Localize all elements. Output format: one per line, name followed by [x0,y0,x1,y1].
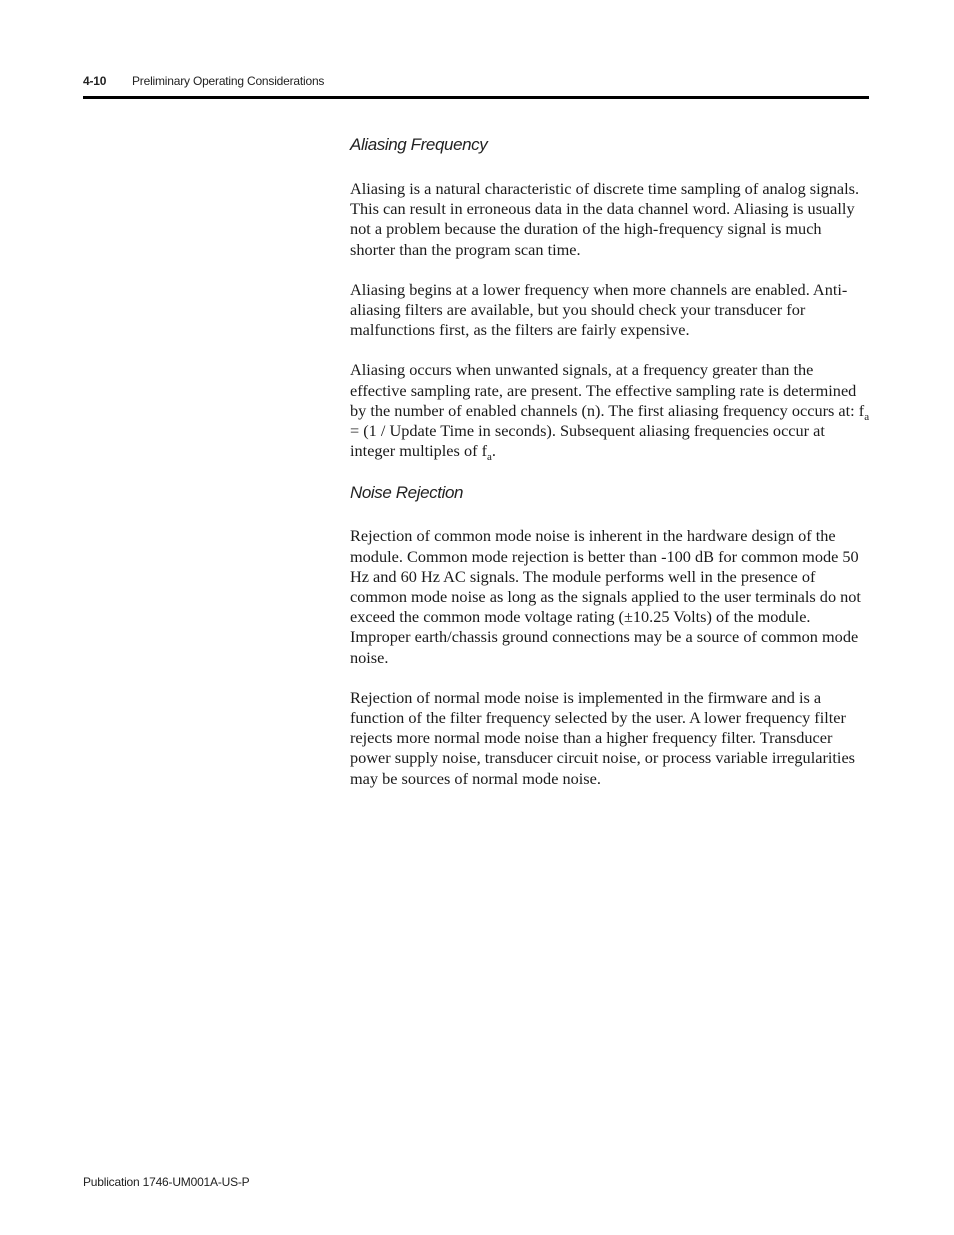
heading-noise-rejection: Noise Rejection [350,483,464,503]
main-content [350,134,870,789]
header-rule [83,96,869,99]
paragraph-noise-1: Rejection of common mode noise is inherent in the hardware design of the module. Common mode rejection is better than -100 dB for common mode 50 Hz and 60 Hz AC signals. The module performs well in the presence of common mode noise as long as the signals applied to the user terminals do not exceed the common mode voltage rating (±10.25 Volts) of the module. Improper earth/chassis ground connections may be a source of common mode noise. [350,526,861,667]
heading-aliasing-frequency: Aliasing Frequency [350,135,488,154]
paragraph-aliasing-formula [350,360,870,464]
page-header [83,73,869,89]
page-number: 4-10 [83,74,107,88]
formula-text-part-2: = (1 / Update Time in seconds). Subsequent aliasing frequencies occur at integer multiples of f [350,421,825,461]
paragraph-aliasing-1: Aliasing is a natural characteristic of discrete time sampling of analog signals. This can result in erroneous data in the data channel word. Aliasing is usually not a problem because the duration of the high-frequency signal is much shorter than the program scan time. [350,179,860,259]
formula-text-part-3: . [491,441,496,461]
formula-text-part-1: Aliasing occurs when unwanted signals, at a frequency greater than the effective sampling rate, are present. The effective sampling rate is determined by the number of enabled channels (n). The first aliasing frequency occurs at: f [350,360,865,420]
formula-subscript-2: a [487,451,492,464]
paragraph-noise-2: Rejection of normal mode noise is implemented in the firmware and is a function of the filter frequency selected by the user. A lower frequency filter rejects more normal mode noise than a higher frequency filter. Transducer power supply noise, transducer circuit noise, or process variable irregularities may be sources of normal mode noise. [350,687,856,788]
publication-footer: Publication 1746-UM001A-US-P [83,1175,250,1189]
formula-subscript-1: a [864,410,870,423]
running-section-title: Preliminary Operating Considerations [132,74,325,88]
paragraph-aliasing-2: Aliasing begins at a lower frequency when more channels are enabled. Anti-aliasing filters are available, but you should check your transducer for malfunctions first, as the filters are fairly expensive. [350,279,848,340]
